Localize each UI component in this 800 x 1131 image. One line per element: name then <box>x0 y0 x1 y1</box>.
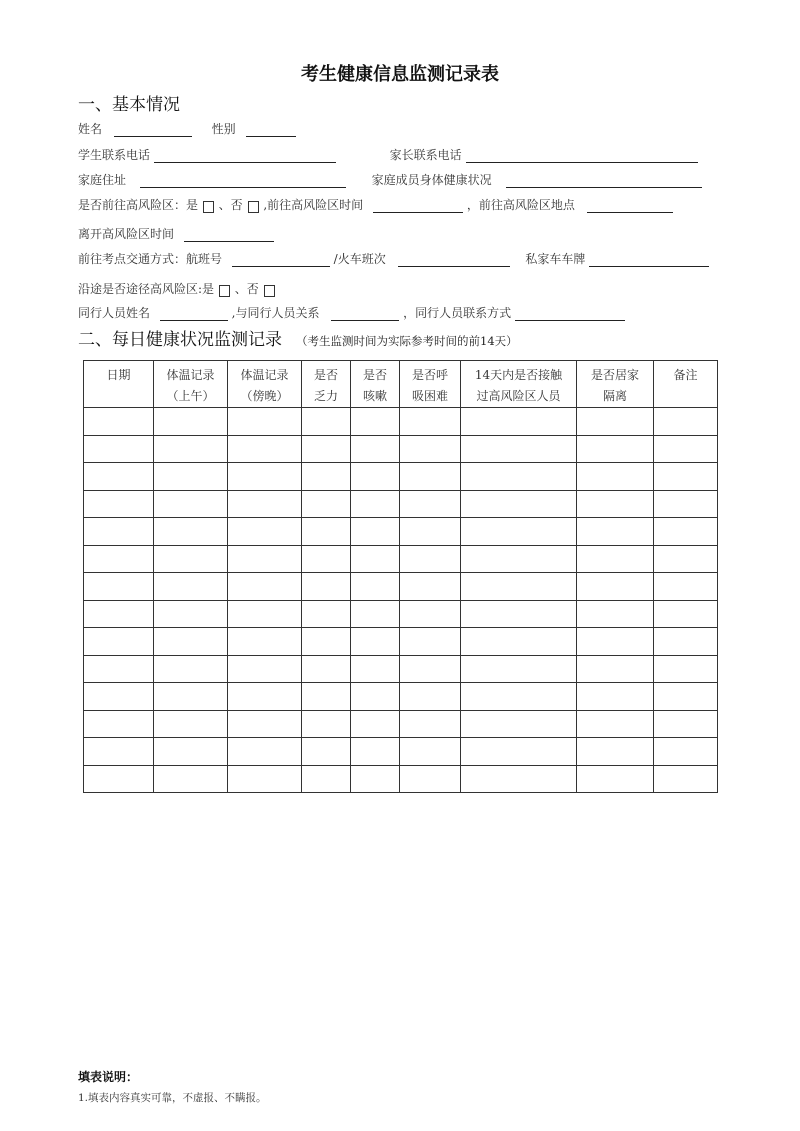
table-cell[interactable] <box>400 518 461 546</box>
column-header-line: 隔离 <box>602 389 627 403</box>
table-cell[interactable] <box>654 628 718 656</box>
table-cell[interactable] <box>461 765 577 793</box>
table-row <box>84 463 718 491</box>
table-cell[interactable] <box>400 765 461 793</box>
train-field[interactable] <box>398 253 510 267</box>
table-cell[interactable] <box>577 628 654 656</box>
yes-no-separator: 、否 <box>218 198 243 212</box>
went-high-risk-label: 是否前往高风险区：是 <box>78 198 199 212</box>
table-cell[interactable] <box>577 655 654 683</box>
column-header-line: 是否居家 <box>590 368 639 382</box>
companion-relation-field[interactable] <box>331 307 399 321</box>
table-row <box>84 518 718 546</box>
train-label: /火车班次 <box>333 252 386 266</box>
table-cell[interactable] <box>228 463 302 491</box>
table-cell[interactable] <box>351 765 400 793</box>
table-row <box>84 710 718 738</box>
table-cell[interactable] <box>351 518 400 546</box>
table-cell[interactable] <box>400 490 461 518</box>
table-cell[interactable] <box>577 435 654 463</box>
passed-high-risk-label: 沿途是否途径高风险区:是 <box>78 282 215 296</box>
went-time-field[interactable] <box>373 199 463 213</box>
table-cell[interactable] <box>461 408 577 436</box>
column-header <box>577 361 654 408</box>
table-cell[interactable] <box>461 683 577 711</box>
student-phone-field[interactable] <box>154 149 336 163</box>
table-cell[interactable] <box>154 463 228 491</box>
column-header-line: 乏力 <box>313 389 338 403</box>
column-header-line: 14天内是否接触 <box>474 368 563 382</box>
table-cell[interactable] <box>154 435 228 463</box>
table-cell[interactable] <box>154 683 228 711</box>
table-cell[interactable] <box>84 600 154 628</box>
table-cell[interactable] <box>84 738 154 766</box>
table-cell[interactable] <box>461 545 577 573</box>
table-cell[interactable] <box>302 600 351 628</box>
table-cell[interactable] <box>302 408 351 436</box>
table-cell[interactable] <box>154 765 228 793</box>
table-cell[interactable] <box>302 573 351 601</box>
column-header-line: 是否呼 <box>411 368 448 382</box>
table-cell[interactable] <box>228 435 302 463</box>
column-header-line: 咳嗽 <box>362 389 387 403</box>
table-cell[interactable] <box>400 408 461 436</box>
row-address-health <box>78 172 702 188</box>
document-title: 考生健康信息监测记录表 <box>301 64 499 85</box>
table-cell[interactable] <box>154 600 228 628</box>
gender-field[interactable] <box>246 123 296 137</box>
table-cell[interactable] <box>461 490 577 518</box>
table-cell[interactable] <box>228 545 302 573</box>
companion-phone-field[interactable] <box>515 307 625 321</box>
table-cell[interactable] <box>400 710 461 738</box>
table-row <box>84 408 718 436</box>
table-cell[interactable] <box>302 518 351 546</box>
table-cell[interactable] <box>654 655 718 683</box>
table-cell[interactable] <box>228 628 302 656</box>
column-header-line: 是否 <box>362 368 387 382</box>
companion-relation-label: ,与同行人员关系 <box>231 306 320 320</box>
table-cell[interactable] <box>461 518 577 546</box>
column-header <box>154 361 228 408</box>
table-cell[interactable] <box>577 573 654 601</box>
private-car-field[interactable] <box>589 253 709 267</box>
table-cell[interactable] <box>84 573 154 601</box>
table-cell[interactable] <box>302 463 351 491</box>
table-cell[interactable] <box>228 765 302 793</box>
family-health-field[interactable] <box>506 174 702 188</box>
table-cell[interactable] <box>302 435 351 463</box>
table-cell[interactable] <box>84 518 154 546</box>
table-row <box>84 435 718 463</box>
table-cell[interactable] <box>351 490 400 518</box>
health-monitoring-table <box>83 360 718 793</box>
table-cell[interactable] <box>84 655 154 683</box>
column-header <box>654 361 718 408</box>
companion-name-label: 同行人员姓名 <box>78 306 151 320</box>
table-cell[interactable] <box>577 545 654 573</box>
table-cell[interactable] <box>577 490 654 518</box>
table-cell[interactable] <box>302 710 351 738</box>
table-cell[interactable] <box>654 518 718 546</box>
table-cell[interactable] <box>654 738 718 766</box>
column-header <box>302 361 351 408</box>
column-header <box>228 361 302 408</box>
table-cell[interactable] <box>351 463 400 491</box>
table-cell[interactable] <box>228 710 302 738</box>
table-cell[interactable] <box>654 463 718 491</box>
column-header <box>400 361 461 408</box>
table-cell[interactable] <box>228 683 302 711</box>
table-cell[interactable] <box>654 435 718 463</box>
instruction-item: 1.填表内容真实可靠，不虚报、不瞒报。 <box>78 1092 267 1104</box>
table-cell[interactable] <box>654 490 718 518</box>
table-cell[interactable] <box>400 683 461 711</box>
table-cell[interactable] <box>400 655 461 683</box>
table-cell[interactable] <box>577 518 654 546</box>
section-daily-monitoring-heading: 二、每日健康状况监测记录 （考生监测时间为实际参考时间的前14天） <box>78 330 518 350</box>
table-cell[interactable] <box>654 600 718 628</box>
student-phone-label: 学生联系电话 <box>78 148 151 162</box>
table-cell[interactable] <box>351 545 400 573</box>
monitoring-note: （考生监测时间为实际参考时间的前14天） <box>296 334 518 348</box>
table-cell[interactable] <box>400 628 461 656</box>
table-cell[interactable] <box>577 463 654 491</box>
table-cell[interactable] <box>577 683 654 711</box>
column-header-line: 吸困难 <box>411 389 448 403</box>
no-checkbox[interactable] <box>248 201 259 213</box>
column-header-line: 是否 <box>313 368 338 382</box>
table-cell[interactable] <box>84 435 154 463</box>
table-cell[interactable] <box>400 463 461 491</box>
table-cell[interactable] <box>351 738 400 766</box>
table-cell[interactable] <box>228 573 302 601</box>
table-cell[interactable] <box>577 408 654 436</box>
table-cell[interactable] <box>302 545 351 573</box>
column-header <box>351 361 400 408</box>
table-cell[interactable] <box>351 628 400 656</box>
table-cell[interactable] <box>461 738 577 766</box>
passed-no-checkbox[interactable] <box>264 285 275 297</box>
table-cell[interactable] <box>351 408 400 436</box>
table-cell[interactable] <box>154 710 228 738</box>
table-cell[interactable] <box>461 600 577 628</box>
table-cell[interactable] <box>84 628 154 656</box>
went-place-label: ，前往高风险区地点 <box>466 198 575 212</box>
table-cell[interactable] <box>302 683 351 711</box>
table-cell[interactable] <box>577 738 654 766</box>
address-label: 家庭住址 <box>78 173 127 187</box>
table-row <box>84 655 718 683</box>
column-header-line: 体温记录 <box>240 368 289 382</box>
table-cell[interactable] <box>351 710 400 738</box>
passed-yes-checkbox[interactable] <box>219 285 230 297</box>
table-cell[interactable] <box>654 408 718 436</box>
column-header-line: 备注 <box>673 368 698 382</box>
table-row <box>84 573 718 601</box>
table-cell[interactable] <box>228 738 302 766</box>
table-cell[interactable] <box>228 655 302 683</box>
name-label: 姓名 <box>78 122 103 136</box>
companion-phone-label: ，同行人员联系方式 <box>403 306 512 320</box>
table-cell[interactable] <box>577 765 654 793</box>
row-went-high-risk <box>78 197 673 213</box>
row-phones <box>78 147 698 163</box>
table-cell[interactable] <box>351 600 400 628</box>
table-cell[interactable] <box>228 600 302 628</box>
table-row <box>84 600 718 628</box>
row-companions <box>78 305 625 321</box>
table-cell[interactable] <box>154 545 228 573</box>
table-cell[interactable] <box>654 765 718 793</box>
table-header-row <box>84 361 718 408</box>
table-cell[interactable] <box>84 463 154 491</box>
column-header-line: 体温记录 <box>166 368 215 382</box>
column-header-line: 过高风险区人员 <box>476 389 561 403</box>
table-cell[interactable] <box>351 683 400 711</box>
table-cell[interactable] <box>400 573 461 601</box>
table-cell[interactable] <box>84 710 154 738</box>
flight-label: 前往考点交通方式：航班号 <box>78 252 223 266</box>
table-cell[interactable] <box>351 435 400 463</box>
table-cell[interactable] <box>654 683 718 711</box>
table-row <box>84 683 718 711</box>
table-cell[interactable] <box>228 408 302 436</box>
family-health-label: 家庭成员身体健康状况 <box>371 173 492 187</box>
table-cell[interactable] <box>154 408 228 436</box>
passed-yes-no-separator: 、否 <box>234 282 259 296</box>
row-name-gender <box>78 121 296 137</box>
left-time-label: 离开高风险区时间 <box>78 227 175 241</box>
parent-phone-field[interactable] <box>466 149 698 163</box>
table-cell[interactable] <box>228 490 302 518</box>
flight-field[interactable] <box>232 253 330 267</box>
table-cell[interactable] <box>654 573 718 601</box>
row-left-high-risk <box>78 226 274 242</box>
table-cell[interactable] <box>400 600 461 628</box>
table-cell[interactable] <box>154 490 228 518</box>
table-cell[interactable] <box>577 600 654 628</box>
row-transport <box>78 251 709 267</box>
table-cell[interactable] <box>302 490 351 518</box>
table-cell[interactable] <box>228 518 302 546</box>
table-cell[interactable] <box>154 655 228 683</box>
table-row <box>84 765 718 793</box>
address-field[interactable] <box>140 174 346 188</box>
table-row <box>84 490 718 518</box>
table-cell[interactable] <box>400 435 461 463</box>
table-cell[interactable] <box>461 655 577 683</box>
table-cell[interactable] <box>351 573 400 601</box>
column-header-line: （上午） <box>166 389 215 403</box>
table-cell[interactable] <box>302 765 351 793</box>
table-row <box>84 545 718 573</box>
table-cell[interactable] <box>461 628 577 656</box>
table-cell[interactable] <box>302 738 351 766</box>
table-cell[interactable] <box>400 738 461 766</box>
table-cell[interactable] <box>84 408 154 436</box>
table-cell[interactable] <box>654 710 718 738</box>
table-cell[interactable] <box>84 683 154 711</box>
table-cell[interactable] <box>84 765 154 793</box>
table-cell[interactable] <box>461 573 577 601</box>
went-place-field[interactable] <box>587 199 673 213</box>
table-cell[interactable] <box>84 490 154 518</box>
table-row <box>84 628 718 656</box>
column-header-line: （傍晚） <box>240 389 289 403</box>
name-field[interactable] <box>114 123 192 137</box>
column-header-line: 日期 <box>106 368 131 382</box>
yes-checkbox[interactable] <box>203 201 214 213</box>
table-cell[interactable] <box>154 518 228 546</box>
table-cell[interactable] <box>400 545 461 573</box>
section-basic-info-heading: 一、基本情况 <box>78 95 180 115</box>
table-body <box>84 408 718 793</box>
table-cell[interactable] <box>461 435 577 463</box>
table-row <box>84 738 718 766</box>
instructions-title: 填表说明： <box>78 1070 139 1084</box>
companion-name-field[interactable] <box>160 307 228 321</box>
table-cell[interactable] <box>154 573 228 601</box>
table-cell[interactable] <box>302 628 351 656</box>
left-time-field[interactable] <box>184 228 274 242</box>
table-cell[interactable] <box>302 655 351 683</box>
parent-phone-label: 家长联系电话 <box>389 148 462 162</box>
table-cell[interactable] <box>654 545 718 573</box>
gender-label: 性别 <box>211 122 236 136</box>
went-time-label: ,前往高风险区时间 <box>263 198 364 212</box>
table-cell[interactable] <box>154 628 228 656</box>
row-passed-high-risk <box>78 281 276 297</box>
column-header <box>461 361 577 408</box>
table-cell[interactable] <box>461 710 577 738</box>
table-cell[interactable] <box>351 655 400 683</box>
table-cell[interactable] <box>577 710 654 738</box>
column-header <box>84 361 154 408</box>
table-cell[interactable] <box>84 545 154 573</box>
table-cell[interactable] <box>154 738 228 766</box>
private-car-label: 私家车车牌 <box>525 252 586 266</box>
table-cell[interactable] <box>461 463 577 491</box>
